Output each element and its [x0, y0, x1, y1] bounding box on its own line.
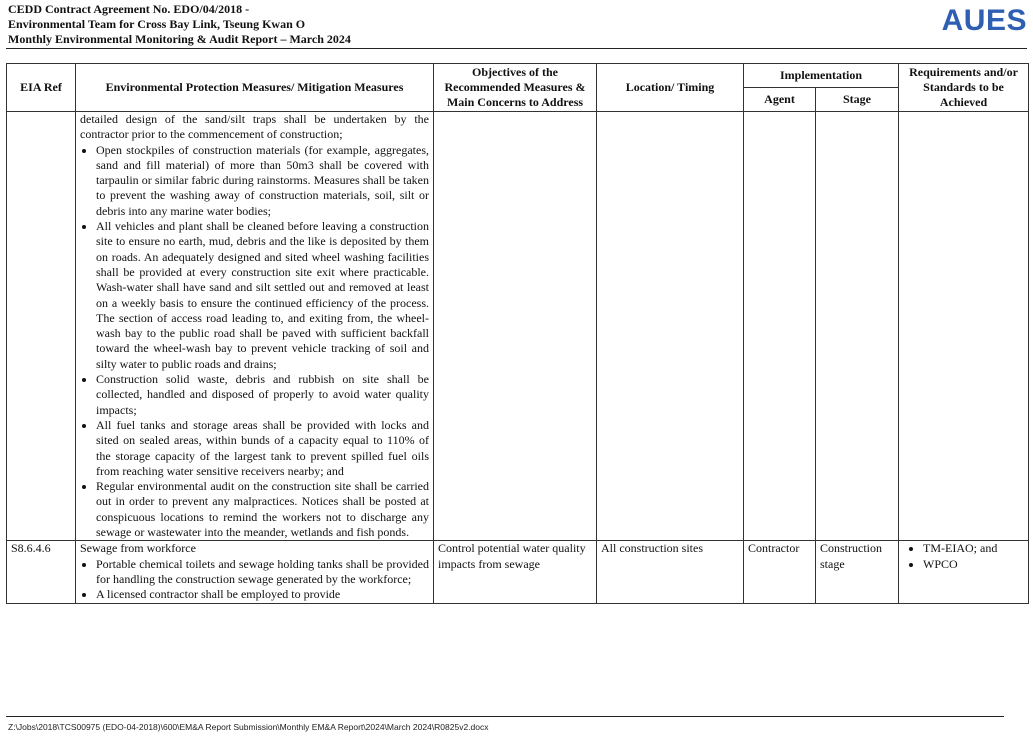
stage-cell: Construction stage: [816, 541, 899, 603]
stage-cell: [816, 112, 899, 541]
footer-divider: [6, 716, 1004, 717]
header-requirements: Requirements and/or Standards to be Achieved: [899, 64, 1029, 112]
measure-bullet-list: [80, 143, 429, 541]
header-report-line: Monthly Environmental Monitoring & Audit Report – March 2024: [8, 32, 351, 46]
header-agent: Agent: [744, 88, 816, 112]
measure-heading: Sewage from workforce: [80, 541, 196, 556]
header-implementation: Implementation: [744, 64, 899, 88]
list-item: • WPCO: [923, 557, 1024, 572]
requirements-list: [903, 541, 1024, 572]
list-item: • Open stockpiles of construction materials (for example, aggregates, sand and fill material) of more than 50m3 shall be covered with tarpaulin or similar fabric during rainstorms. Measures shall be taken to prevent the washing away of construction materials, soil, silt or debris into any marine water bodies;: [96, 143, 429, 219]
header-team-line: Environmental Team for Cross Bay Link, Tseung Kwan O: [8, 17, 306, 31]
table-row: [7, 112, 1029, 541]
requirements-cell: [899, 112, 1029, 541]
list-item: • Portable chemical toilets and sewage holding tanks shall be provided for handling the construction sewage generated by the workforce;: [96, 557, 429, 588]
aues-logo: AUES: [941, 4, 1027, 37]
document-header: [8, 2, 351, 47]
list-item: • All vehicles and plant shall be cleaned before leaving a construction site to ensure no earth, mud, debris and the like is deposited by them on roads. An adequately designed and sited wheel washing facilities shall be provided at every construction site exit where practicable. Wash-water shall have sand and silt settled out and removed at least on a weekly basis to ensure the continued efficiency of the process. The section of access road leading to, and exiting from, the wheel-wash bay to the public road shall be paved with sufficient backfall toward the wheel-wash bay to prevent vehicle tracking of soil and silty water to public roads and drains;: [96, 219, 429, 372]
header-contract-line: CEDD Contract Agreement No. EDO/04/2018 -: [8, 2, 250, 16]
location-cell: All construction sites: [597, 541, 744, 603]
eia-ref-cell: S8.6.4.6: [7, 541, 76, 603]
header-divider: [6, 48, 1027, 49]
measures-cell: [76, 112, 434, 541]
measure-bullet-list: [80, 557, 429, 603]
header-eia-ref: EIA Ref: [7, 64, 76, 112]
measure-continuation-text: detailed design of the sand/silt traps shall be undertaken by the contractor prior to the commencement of construction;: [80, 112, 429, 142]
list-item: • All fuel tanks and storage areas shall be provided with locks and sited on sealed areas, within bunds of a capacity equal to 110% of the storage capacity of the largest tank to prevent spilled fuel oils from reaching water sensitive receivers nearby; and: [96, 418, 429, 479]
header-measures: Environmental Protection Measures/ Mitigation Measures: [76, 64, 434, 112]
table-row: [7, 541, 1029, 603]
list-item: • Construction solid waste, debris and rubbish on site shall be collected, handled and disposed of properly to avoid water quality impacts;: [96, 372, 429, 418]
objectives-cell: [434, 112, 597, 541]
eia-ref-cell: [7, 112, 76, 541]
agent-cell: Contractor: [744, 541, 816, 603]
header-objectives: Objectives of the Recommended Measures & Main Concerns to Address: [434, 64, 597, 112]
agent-cell: [744, 112, 816, 541]
list-item: • TM-EIAO; and: [923, 541, 1024, 556]
list-item: • A licensed contractor shall be employed to provide: [96, 587, 429, 602]
list-item: • Regular environmental audit on the construction site shall be carried out in order to prevent any malpractices. Notices shall be posted at conspicuous locations to remind the workers not to discharge any sewage or wastewater into the meander, wetlands and fish ponds.: [96, 479, 429, 540]
objectives-cell: Control potential water quality impacts from sewage: [434, 541, 597, 603]
header-stage: Stage: [816, 88, 899, 112]
mitigation-measures-table: [6, 63, 1029, 604]
footer-file-path: Z:\Jobs\2018\TCS00975 (EDO-04-2018)\600\EM&A Report Submission\Monthly EM&A Report\2024\March 2024\R0825v2.docx: [8, 722, 489, 732]
location-cell: [597, 112, 744, 541]
requirements-cell: [899, 541, 1029, 603]
measures-cell: [76, 541, 434, 603]
header-location-timing: Location/ Timing: [597, 64, 744, 112]
